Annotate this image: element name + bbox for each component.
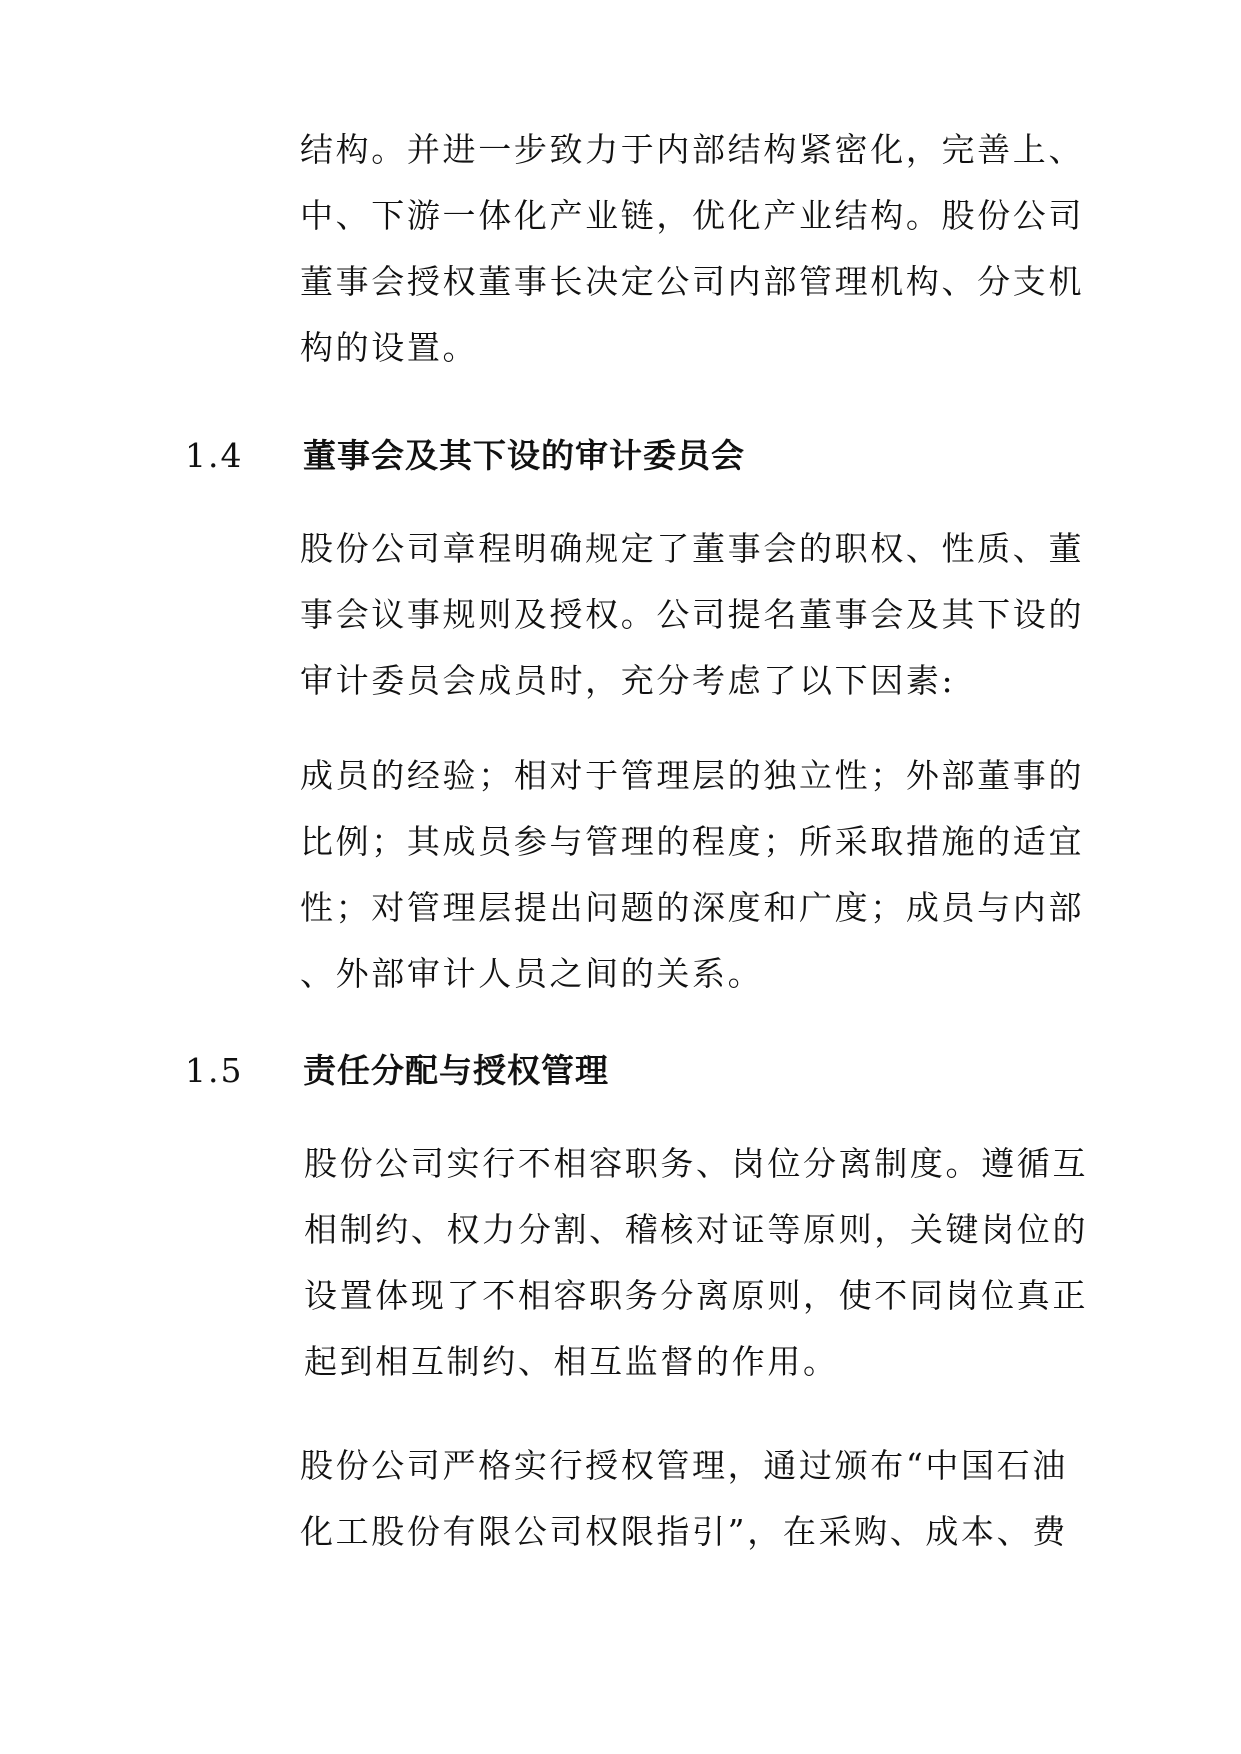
paragraph-line: 股份公司实行不相容职务、岗位分离制度。遵循互: [304, 1144, 1089, 1183]
continuation-paragraph: [300, 117, 1085, 381]
paragraph-line: 设置体现了不相容职务分离原则，使不同岗位真正: [304, 1276, 1089, 1315]
paragraph-line: 中、下游一体化产业链，优化产业结构。股份公司: [300, 196, 1085, 235]
paragraph-line: 、外部审计人员之间的关系。: [300, 954, 764, 993]
section-title: 责任分配与授权管理: [303, 1051, 609, 1090]
section-1-5-paragraph-2: [300, 1433, 1068, 1565]
section-1-4-paragraph-2: [300, 743, 1085, 1007]
paragraph-line: 股份公司严格实行授权管理，通过颁布“中国石油: [300, 1446, 1068, 1485]
paragraph-line: 结构。并进一步致力于内部结构紧密化，完善上、: [300, 130, 1085, 169]
section-title: 董事会及其下设的审计委员会: [303, 436, 745, 475]
paragraph-line: 相制约、权力分割、稽核对证等原则，关键岗位的: [304, 1210, 1089, 1249]
section-1-4-paragraph-1: [300, 516, 1085, 714]
paragraph-line: 股份公司章程明确规定了董事会的职权、性质、董: [300, 529, 1085, 568]
paragraph-line: 事会议事规则及授权。公司提名董事会及其下设的: [300, 595, 1085, 634]
paragraph-line: 起到相互制约、相互监督的作用。: [304, 1342, 839, 1381]
section-1-5-paragraph-1: [304, 1131, 1089, 1395]
paragraph-line: 成员的经验；相对于管理层的独立性；外部董事的: [300, 756, 1085, 795]
paragraph-line: 董事会授权董事长决定公司内部管理机构、分支机: [300, 262, 1085, 301]
section-number: 1.4: [185, 436, 244, 475]
section-number: 1.5: [185, 1051, 244, 1090]
paragraph-line: 审计委员会成员时，充分考虑了以下因素:: [300, 661, 956, 700]
paragraph-line: 构的设置。: [300, 328, 479, 367]
paragraph-line: 性；对管理层提出问题的深度和广度；成员与内部: [300, 888, 1085, 927]
paragraph-line: 比例；其成员参与管理的程度；所采取措施的适宜: [300, 822, 1085, 861]
paragraph-line: 化工股份有限公司权限指引”，在采购、成本、费: [300, 1512, 1068, 1551]
